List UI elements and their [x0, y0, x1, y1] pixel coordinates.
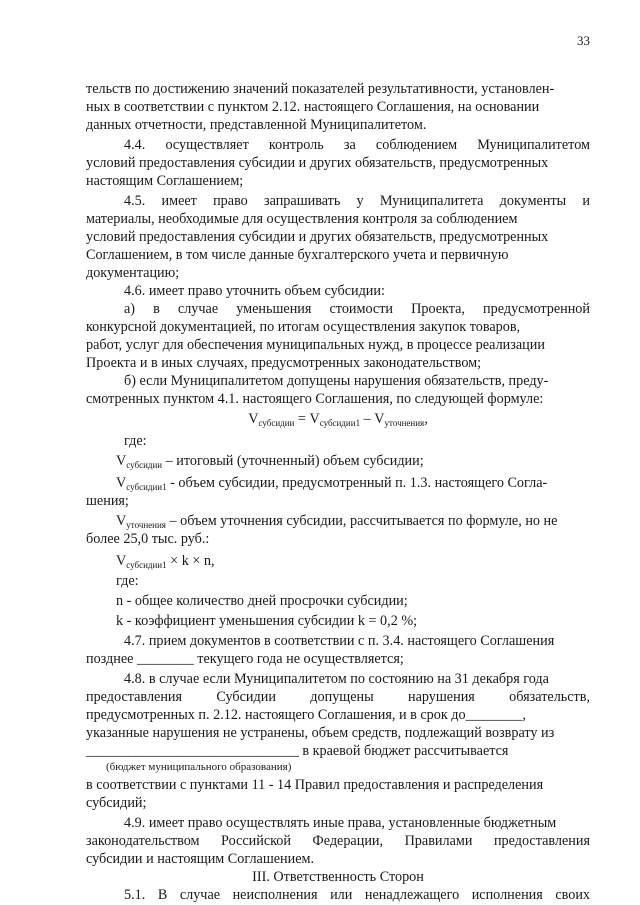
text-line: тельств по достижению значений показателей результативности, установлен-	[86, 81, 555, 97]
text-line: условий предоставления субсидии и других обязательств, предусмотренных	[86, 229, 549, 245]
clause-4-7: 4.7. прием документов в соответствии с п. 3.4. настоящего Соглашения	[124, 633, 555, 649]
formula-clarification: $V_{субсидии1} \times k \times n$,	[116, 553, 215, 570]
text-line: данных отчетности, представленной Муниципалитетом.	[86, 117, 427, 133]
text-line: более 25,0 тыс. руб.:	[86, 531, 210, 547]
text-line: документацию;	[86, 265, 180, 281]
clause-5-1: 5.1. В случае неисполнения или ненадлежащего исполнения своих	[124, 887, 590, 903]
text-line: настоящим Соглашением;	[86, 173, 244, 189]
text-line: предоставления Субсидии допущены нарушения обязательств,	[86, 689, 590, 705]
clause-4-6-b: б) если Муниципалитетом допущены нарушения обязательств, преду-	[124, 373, 549, 389]
text-line: шения;	[86, 493, 129, 509]
formula-main: $V_{субсидии} = V_{субсидии1} - V_{уточнения}$,	[248, 411, 428, 428]
text-line: позднее ________ текущего года не осуществляется;	[86, 651, 404, 667]
definition-total: $V_{субсидии}$ – итоговый (уточненный) объем субсидии;	[116, 453, 424, 470]
text-line: ных в соответствии с пунктом 2.12. настоящего Соглашения, на основании	[86, 99, 540, 115]
text-line: где:	[116, 573, 139, 589]
text-line: законодательством Российской Федерации, Правилами предоставления	[86, 833, 590, 849]
text-line: смотренных пунктом 4.1. настоящего Соглашения, по следующей формуле:	[86, 391, 544, 407]
text-line: предусмотренных п. 2.12. настоящего Соглашения, и в срок до________,	[86, 707, 526, 723]
text-line: работ, услуг для обеспечения муниципальных нужд, в процессе реализации	[86, 337, 545, 353]
section-heading: III. Ответственность Сторон	[252, 869, 424, 885]
text-line: субсидий;	[86, 795, 147, 811]
text-line: ______________________________ в краевой бюджет рассчитывается	[86, 743, 509, 759]
clause-4-9: 4.9. имеет право осуществлять иные права, установленные бюджетным	[124, 815, 557, 831]
budget-caption: (бюджет муниципального образования)	[106, 761, 292, 773]
text-line: субсидии и настоящим Соглашением.	[86, 851, 315, 867]
clause-4-6: 4.6. имеет право уточнить объем субсидии:	[124, 283, 385, 299]
text-line: Соглашением, в том числе данные бухгалтерского учета и первичную	[86, 247, 509, 263]
text-line: Проекта и в иных случаях, предусмотренных законодательством;	[86, 355, 482, 371]
clause-4-4: 4.4. осуществляет контроль за соблюдением Муниципалитетом	[124, 137, 590, 153]
definition-subsidy1: $V_{субсидии1}$ - объем субсидии, предусмотренный п. 1.3. настоящего Согла-	[116, 475, 548, 492]
text-line: материалы, необходимые для осуществления контроля за соблюдением	[86, 211, 518, 227]
definition-clarification: $V_{уточнения}$ – объем уточнения субсидии, рассчитывается по формуле, но не	[116, 513, 558, 530]
page-number: 33	[577, 33, 590, 48]
text-line: в соответствии с пунктами 11 - 14 Правил предоставления и распределения	[86, 777, 544, 793]
clause-4-8: 4.8. в случае если Муниципалитетом по состоянию на 31 декабря года	[124, 671, 549, 687]
text-line: условий предоставления субсидии и других обязательств, предусмотренных	[86, 155, 549, 171]
clause-4-6-a: а) в случае уменьшения стоимости Проекта, предусмотренной	[124, 301, 590, 317]
text-line: k - коэффициент уменьшения субсидии k = 0,2 %;	[116, 613, 418, 629]
text-line: конкурсной документацией, по итогам осуществления закупок товаров,	[86, 319, 521, 335]
clause-4-5: 4.5. имеет право запрашивать у Муниципалитета документы и	[124, 193, 590, 209]
text-line: указанные нарушения не устранены, объем средств, подлежащий возврату из	[86, 725, 555, 741]
text-line: где:	[124, 433, 147, 449]
text-line: n - общее количество дней просрочки субсидии;	[116, 593, 408, 609]
